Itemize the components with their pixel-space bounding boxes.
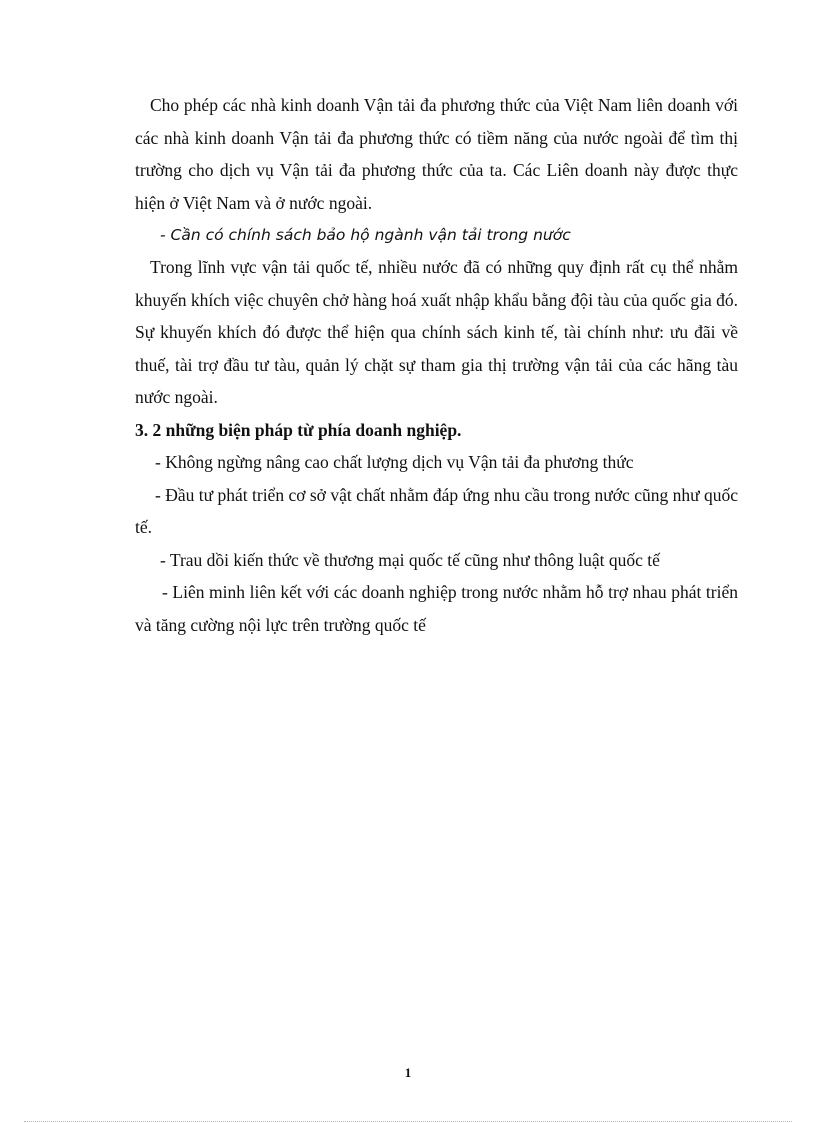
paragraph-joint-venture: Cho phép các nhà kinh doanh Vận tải đa phương thức của Việt Nam liên doanh với các nhà kinh doanh Vận tải đa phương thức có tiềm năng của nước ngoài để tìm thị trường cho dịch vụ Vận tải đa phương thức của ta. Các Liên doanh này được thực hiện ở Việt Nam và ở nước ngoài. — [135, 95, 738, 213]
bullet-alliance: - Liên minh liên kết với các doanh nghiệp trong nước nhằm hỗ trợ nhau phát triển và tăng cường nội lực trên trường quốc tế — [135, 582, 738, 635]
bullet-service-quality: - Không ngừng nâng cao chất lượng dịch vụ Vận tải đa phương thức — [155, 452, 634, 472]
paragraph-international-transport: Trong lĩnh vực vận tải quốc tế, nhiều nước đã có những quy định rất cụ thể nhằm khuyến khích việc chuyên chở hàng hoá xuất nhập khẩu bằng đội tàu của quốc gia đó. Sự khuyến khích đó được thể hiện qua chính sách kinh tế, tài chính như: ưu đãi về thuế, tài trợ đầu tư tàu, quản lý chặt sự tham gia thị trường vận tải của các hãng tàu nước ngoài. — [135, 257, 738, 407]
bullet-knowledge: - Trau dồi kiến thức về thương mại quốc tế cũng như thông luật quốc tế — [160, 549, 660, 570]
page-number: 1 — [404, 1065, 412, 1080]
section-heading: 3. 2 những biện pháp từ phía doanh nghiệp. — [135, 419, 462, 440]
page-content — [135, 89, 738, 641]
bullet-infrastructure: - Đầu tư phát triển cơ sở vật chất nhằm đáp ứng nhu cầu trong nước cũng như quốc tế. — [135, 484, 738, 537]
page-bottom-divider — [24, 1121, 792, 1122]
bullet-protection-policy: - Cần có chính sách bảo hộ ngành vận tải trong nước — [160, 226, 571, 244]
